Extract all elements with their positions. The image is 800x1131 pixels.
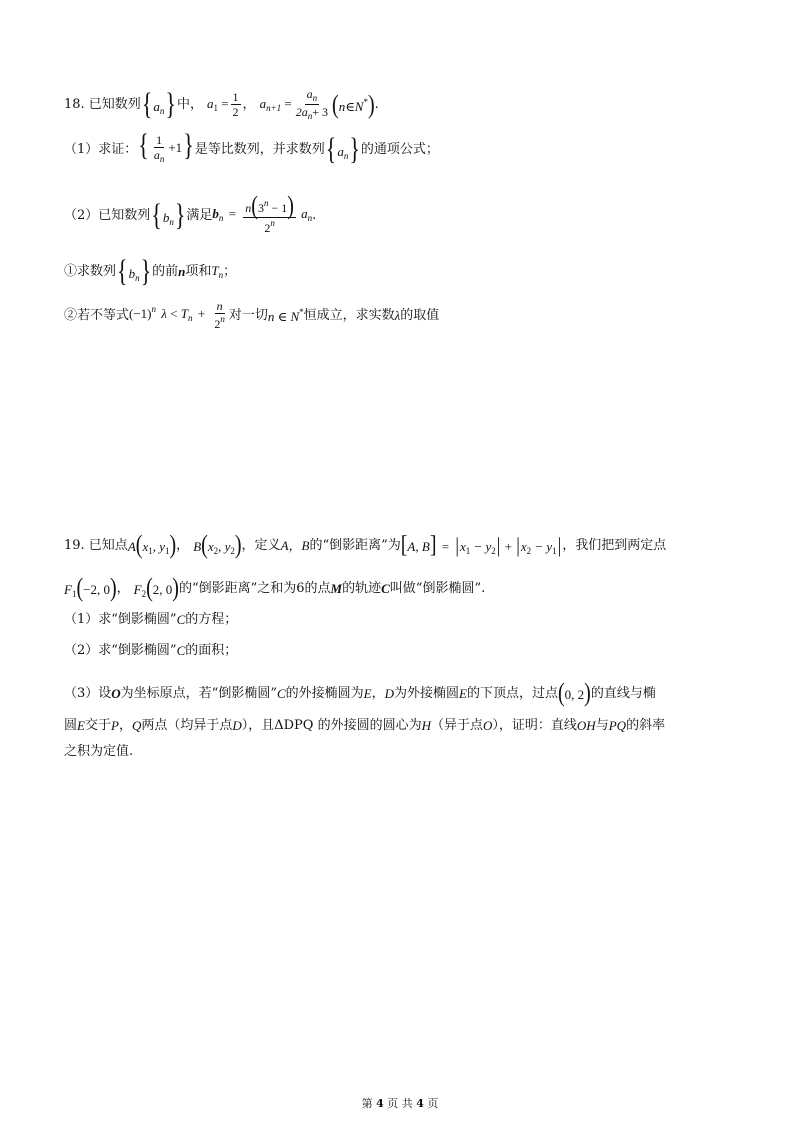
q19-part3b-mid4: （异于点 <box>431 718 484 733</box>
q19-part3b-mid2: 两点（均异于点 <box>141 718 233 733</box>
q19-part3-E: E <box>363 685 372 701</box>
footer-total-pages: 4 <box>416 1097 424 1110</box>
q19-line2-six: 6 <box>296 581 305 596</box>
q19-part3-C: C <box>276 685 286 701</box>
q19-part2 <box>64 644 237 657</box>
q19-part3b-mid3: ），且ΔDPQ 的外接圆的圆心为 <box>241 718 422 733</box>
q19-line2-C: C <box>381 581 390 596</box>
q19-line2-mid2: 的点 <box>304 581 331 596</box>
q18-sub2-mid: 对一切 <box>228 307 268 323</box>
q18-part2-formula: $b_n$ = $\frac{n(3^n - 1)}{2^n}$ $a_n$ <box>212 191 313 235</box>
q18-stem: 18. 已知数列 $\{a_n\}$ 中， $a_1$ = $\frac{1}{2}$ ， $a_{n+1}$ = $\frac{a_n}{2a_n+ 3}$ (n∈N*) . <box>64 85 379 121</box>
footer-post: 页 <box>427 1097 439 1110</box>
q19-F2: $F_2(2$, 0) <box>133 573 179 603</box>
q19-AB: A，B <box>280 538 310 553</box>
q18-end: . <box>374 97 379 112</box>
q18-sub2-tail: 的取值 <box>400 307 440 323</box>
q19-part3b-mid: 交于 <box>84 718 111 733</box>
q19-line2-mid3: 的轨迹 <box>342 581 382 596</box>
q19-part3b-mid5: ），证明：直线 <box>492 718 577 733</box>
q19-line2-mid: 的“倒影距离”之和为 <box>178 581 297 596</box>
q18-sub2-inequality: $(-1)^n$ $\lambda < T_n$ + $\frac{n}{2^n}$ <box>129 299 225 331</box>
q18-label: 18. 已知数列 <box>64 97 141 112</box>
footer-pre: 第 <box>361 1097 373 1110</box>
q19-part3-point: (0, 2) <box>558 678 591 708</box>
q18-sub2 <box>64 300 439 330</box>
q18-sub2-mid2: 恒成立，求实数 <box>303 307 395 323</box>
q19-part3-line3 <box>64 745 133 758</box>
q19-part3-D: D <box>384 685 395 701</box>
q19-part3-mid: 为坐标原点，若“倒影椭圆” <box>120 685 277 701</box>
q18-part2-end: . <box>312 207 317 223</box>
q19-part3-prefix: （3）设 <box>64 685 112 701</box>
q18-sub1 <box>64 252 237 288</box>
q19-part3b-E: E <box>77 718 85 733</box>
q18-part2 <box>64 191 317 235</box>
q19-part3-comma: ， <box>371 685 385 701</box>
footer-page-number: 4 <box>376 1097 384 1110</box>
q19-part1-C: C <box>176 612 186 627</box>
q19-line2-tail: 叫做“倒影椭圆”. <box>389 581 486 596</box>
q18-half-fraction: $\frac{1}{2}$ <box>232 90 239 119</box>
q19-comma: ， <box>176 538 190 553</box>
q18-sub2-lambda: λ <box>394 307 401 323</box>
q18-rec-lhs: $a_{n+1}$ = <box>259 95 292 113</box>
footer-mid: 页 共 <box>387 1097 413 1110</box>
q19-point-A: $A(x_1$, $y_1$) <box>127 530 177 560</box>
q18-sub1-prefix: ①求数列 <box>64 264 117 279</box>
q18-a1: $a_1$ = <box>206 95 229 113</box>
q19-part3-line2 <box>64 719 665 732</box>
q18-in-text: 中， <box>176 97 203 112</box>
q19-part3b-P: P <box>110 718 119 733</box>
q19-part1-tail: 的方程； <box>185 612 238 627</box>
q18-part1-an: $\{a_n\}$ <box>325 130 360 166</box>
q19-part3 <box>64 678 656 708</box>
q19-part3-E2: E <box>459 685 467 701</box>
q19-part3-mid3: 为外接椭圆 <box>394 685 460 701</box>
q19-def2: 的“倒影距离”为 <box>309 538 401 553</box>
q19-line2-comma: ， <box>116 581 130 596</box>
q19-part3b-tail: 的斜率 <box>626 718 666 733</box>
q19-part2-C: C <box>176 643 186 658</box>
q19-part3b-prefix: 圆 <box>64 718 78 733</box>
q18-sub1-bn: $\{b_n\}$ <box>117 252 152 288</box>
q19-part3b-OH: OH <box>576 718 596 733</box>
q19-def: ，定义 <box>241 538 281 553</box>
q18-sub2-prefix: ②若不等式 <box>64 307 130 323</box>
q18-sub1-mid2: 项和 <box>185 264 212 279</box>
q19-part1 <box>64 613 237 626</box>
q18-sub1-mid: 的前 <box>152 264 179 279</box>
q19-tail: ，我们把到两定点 <box>562 538 667 553</box>
page-footer <box>0 1095 800 1111</box>
q18-part1 <box>64 126 439 166</box>
q18-part2-bn: $\{b_n\}$ <box>151 196 186 232</box>
q19-part3-mid2: 的外接椭圆为 <box>285 685 364 701</box>
q18-part1-prefix: （1）求证： <box>64 141 138 157</box>
q19-part3c-text: 之积为定值. <box>64 744 134 759</box>
q19-part3-mid4: 的下顶点，过点 <box>466 685 558 701</box>
q19-line2 <box>64 573 486 603</box>
q18-part1-mid: 是等比数列，并求数列 <box>194 141 325 157</box>
q18-part1-tail: 的通项公式； <box>360 141 439 157</box>
q19-line2-M: M <box>330 581 343 596</box>
q19-label: 19. 已知点 <box>64 538 128 553</box>
q19-point-B: $B(x_2$, $y_2$) <box>193 530 242 560</box>
q18-part1-seq: { $\frac{1}{a_n}$ +1} <box>138 126 194 165</box>
q19-part3-O: O <box>111 685 121 701</box>
q19-stem <box>64 530 667 560</box>
q18-part2-prefix: （2）已知数列 <box>64 207 151 223</box>
q19-part1-prefix: （1）求“倒影椭圆” <box>64 612 177 627</box>
q18-sub2-cond: n ∈ N* <box>267 306 304 324</box>
q18-sub1-n: n <box>178 264 186 279</box>
q19-part3b-O: O <box>483 718 493 733</box>
q18-part2-mid: 满足 <box>186 207 213 223</box>
q19-part2-prefix: （2）求“倒影椭圆” <box>64 643 177 658</box>
q19-distance-formula: [A, $B] = |x_1 - y_2| + |x_2 - y_1|$ <box>400 531 562 559</box>
q19-part2-tail: 的面积； <box>185 643 238 658</box>
q19-part3b-D: D <box>232 718 242 733</box>
q18-sub1-Tn: $T_n$ <box>211 262 224 280</box>
q18-rec-fraction: $\frac{a_n}{2a_n+ 3}$ <box>295 87 329 121</box>
q19-part3-tail: 的直线与椭 <box>590 685 656 701</box>
q19-part3b-Q: Q <box>131 718 142 733</box>
q19-part3b-H: H <box>421 718 431 733</box>
q19-part3b-mid6: 与 <box>595 718 609 733</box>
q18-comma: ， <box>242 97 256 112</box>
q18-seq-a: a <box>153 99 160 114</box>
q18-condition: (n∈N*) <box>332 90 375 119</box>
q19-part3b-PQ: PQ <box>608 718 627 733</box>
q19-F1: $F_1(-2$, 0) <box>64 573 117 603</box>
q19-part3b-comma: ， <box>118 718 132 733</box>
q18-sub1-end: ； <box>223 264 237 279</box>
